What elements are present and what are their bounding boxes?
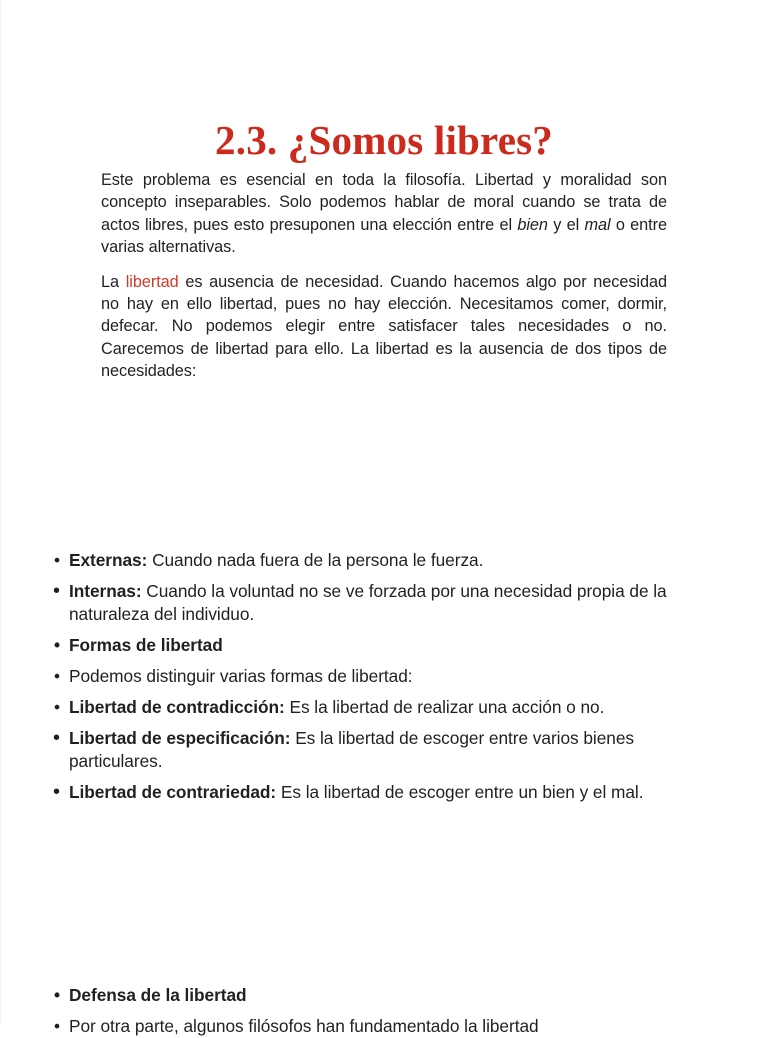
list-item	[54, 665, 716, 688]
list-item	[54, 549, 716, 572]
list-item	[54, 634, 716, 657]
bullet-dot-icon: •	[54, 666, 61, 686]
paragraph-1-italic-mal: mal	[584, 215, 611, 234]
list-item-text: Es la libertad de escoger entre un bien y el mal.	[276, 782, 644, 802]
paragraph-2-highlight-libertad: libertad	[125, 272, 179, 291]
paragraph-1-part-2: y el	[547, 215, 585, 234]
paragraph-1-part-1: Este problema es esencial en toda la filosofía. Libertad y moralidad son concepto inseparables. Solo podemos hablar de moral cuando se trata de actos libres, pues esto presuponen una elección entre el	[101, 171, 667, 234]
list-item-label: Libertad de contrariedad:	[69, 782, 277, 802]
body-text-block	[101, 169, 667, 383]
list-item	[54, 984, 716, 1007]
page-title: 2.3. ¿Somos libres?	[215, 117, 553, 164]
list-item-label: Internas:	[69, 581, 142, 601]
bullet-list-defensa	[54, 984, 716, 1038]
list-item	[54, 696, 716, 719]
list-item	[54, 781, 716, 804]
paragraph-1	[101, 169, 667, 259]
bullet-dot-icon: •	[53, 727, 60, 749]
paragraph-2	[101, 271, 667, 383]
bullet-dot-icon: •	[54, 550, 61, 570]
paragraph-1-italic-bien: bien	[517, 215, 548, 234]
bullet-dot-icon: •	[53, 781, 60, 803]
list-item	[54, 1015, 716, 1038]
list-item-text: Es la libertad de realizar una acción o no.	[284, 697, 605, 717]
list-item-label: Libertad de especificación:	[69, 728, 291, 748]
list-item-label: Formas de libertad	[69, 635, 223, 655]
list-item-text: Cuando la voluntad no se ve forzada por una necesidad propia de la naturaleza del individuo.	[69, 581, 667, 624]
list-item	[54, 727, 716, 773]
bullet-dot-icon: •	[54, 635, 61, 655]
list-item-label: Libertad de contradicción:	[69, 697, 285, 717]
list-item-text: Por otra parte, algunos filósofos han fundamentado la libertad	[69, 1016, 539, 1036]
list-item-text: Cuando nada fuera de la persona le fuerza.	[147, 550, 484, 570]
paragraph-2-part-1: La	[101, 272, 126, 291]
bullet-list-necesidades	[54, 549, 716, 804]
list-item-label: Defensa de la libertad	[69, 985, 247, 1005]
bullet-dot-icon: •	[53, 580, 60, 602]
list-item-text: Es la libertad de escoger entre varios bienes particulares.	[69, 728, 634, 771]
bullet-dot-icon: •	[54, 697, 61, 717]
list-item	[54, 580, 716, 626]
bullet-dot-icon: •	[54, 985, 61, 1005]
paragraph-1-part-3: o entre varias alternativas.	[101, 215, 668, 257]
list-item-label: Externas:	[69, 550, 148, 570]
list-item-text: Podemos distinguir varias formas de libertad:	[69, 666, 413, 686]
paragraph-2-part-2: es ausencia de necesidad. Cuando hacemos algo por necesidad no hay en ello libertad, pues no hay elección. Necesitamos comer, dormir, defecar. No podemos elegir entre satisfacer tales necesidades o no. Carecemos de libertad para ello. La libertad es la ausencia de dos tipos de necesidades:	[101, 272, 668, 381]
bullet-dot-icon: •	[54, 1016, 61, 1036]
